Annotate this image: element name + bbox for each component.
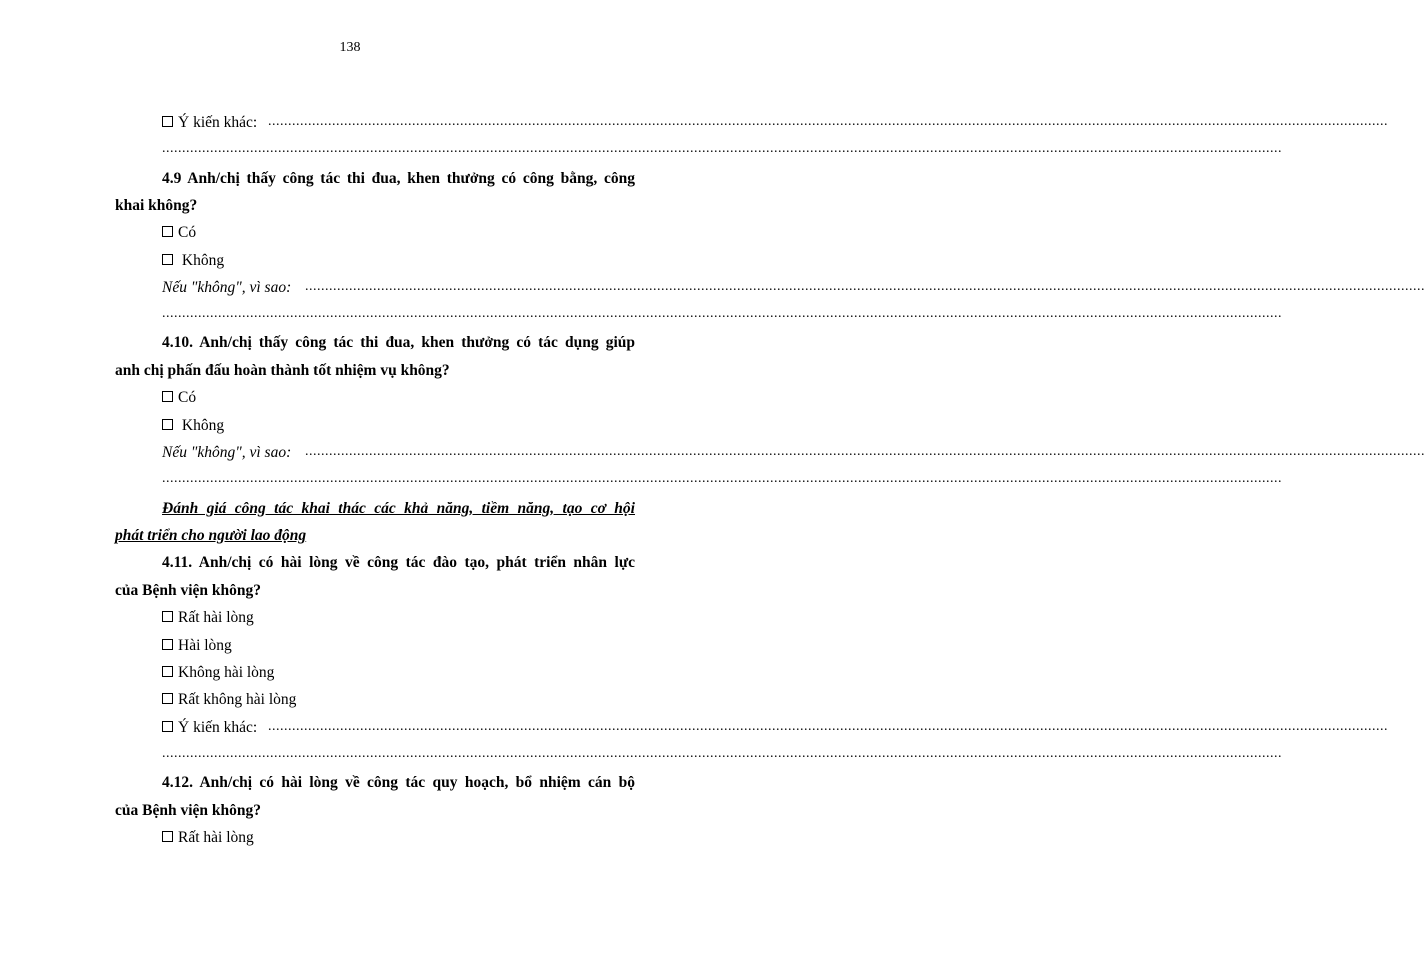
option-rat-khong-hai-long: Rất không hài lòng: [162, 690, 296, 710]
option-rat-hai-long: Rất hài lòng: [162, 828, 254, 848]
question-4-9-line1: 4.9 Anh/chị thấy công tác thi đua, khen thưởng có công bằng, công: [162, 170, 635, 187]
checkbox[interactable]: [162, 611, 173, 622]
checkbox[interactable]: [162, 639, 173, 650]
opinion-row: Ý kiến khác:: [162, 718, 257, 738]
question-4-10-line1: 4.10. Anh/chị thấy công tác thi đua, khen thưởng có tác dụng giúp: [162, 334, 635, 351]
checkbox[interactable]: [162, 226, 173, 237]
option-khong: Không: [162, 416, 224, 436]
dotted-line: ........................................................................................................................................................................................................................................................................................: [268, 114, 1388, 129]
checkbox[interactable]: [162, 666, 173, 677]
section-heading-line1: Đánh giá công tác khai thác các khả năng, tiềm năng, tạo cơ hội: [162, 500, 635, 517]
dotted-line: ........................................................................................................................................................................................................................................................................................: [305, 444, 1425, 459]
option-khong-hai-long: Không hài lòng: [162, 663, 274, 683]
dotted-line: ........................................................................................................................................................................................................................................................................................: [162, 471, 1282, 486]
question-4-9-line2: khai không?: [115, 197, 198, 214]
dotted-line: ........................................................................................................................................................................................................................................................................................: [162, 141, 1282, 156]
page-number: 138: [339, 40, 361, 55]
question-4-11-line1: 4.11. Anh/chị có hài lòng về công tác đào tạo, phát triển nhân lực: [162, 554, 635, 571]
question-4-11-line2: của Bệnh viện không?: [115, 582, 262, 599]
checkbox[interactable]: [162, 419, 173, 430]
option-rat-hai-long: Rất hài lòng: [162, 608, 254, 628]
option-khong: Không: [162, 251, 224, 271]
option-co: Có: [162, 388, 196, 408]
dotted-line: ........................................................................................................................................................................................................................................................................................: [162, 746, 1282, 761]
option-hai-long: Hài lòng: [162, 636, 232, 656]
question-4-10-line2: anh chị phấn đấu hoàn thành tốt nhiệm vụ không?: [115, 362, 450, 379]
question-4-12-line2: của Bệnh viện không?: [115, 802, 262, 819]
checkbox[interactable]: [162, 254, 173, 265]
checkbox[interactable]: [162, 391, 173, 402]
checkbox[interactable]: [162, 721, 173, 732]
dotted-line: ........................................................................................................................................................................................................................................................................................: [305, 279, 1425, 294]
checkbox[interactable]: [162, 116, 173, 127]
reason-label: Nếu "không", vì sao:: [162, 279, 292, 296]
option-co: Có: [162, 223, 196, 243]
dotted-line: ........................................................................................................................................................................................................................................................................................: [162, 306, 1282, 321]
dotted-line: ........................................................................................................................................................................................................................................................................................: [268, 719, 1388, 734]
checkbox[interactable]: [162, 831, 173, 842]
checkbox[interactable]: [162, 693, 173, 704]
opinion-label: Ý kiến khác:: [178, 114, 258, 131]
reason-label: Nếu "không", vì sao:: [162, 444, 292, 461]
section-heading-line2: phát triển cho người lao động: [115, 527, 307, 544]
question-4-12-line1: 4.12. Anh/chị có hài lòng về công tác quy hoạch, bổ nhiệm cán bộ: [162, 774, 635, 791]
